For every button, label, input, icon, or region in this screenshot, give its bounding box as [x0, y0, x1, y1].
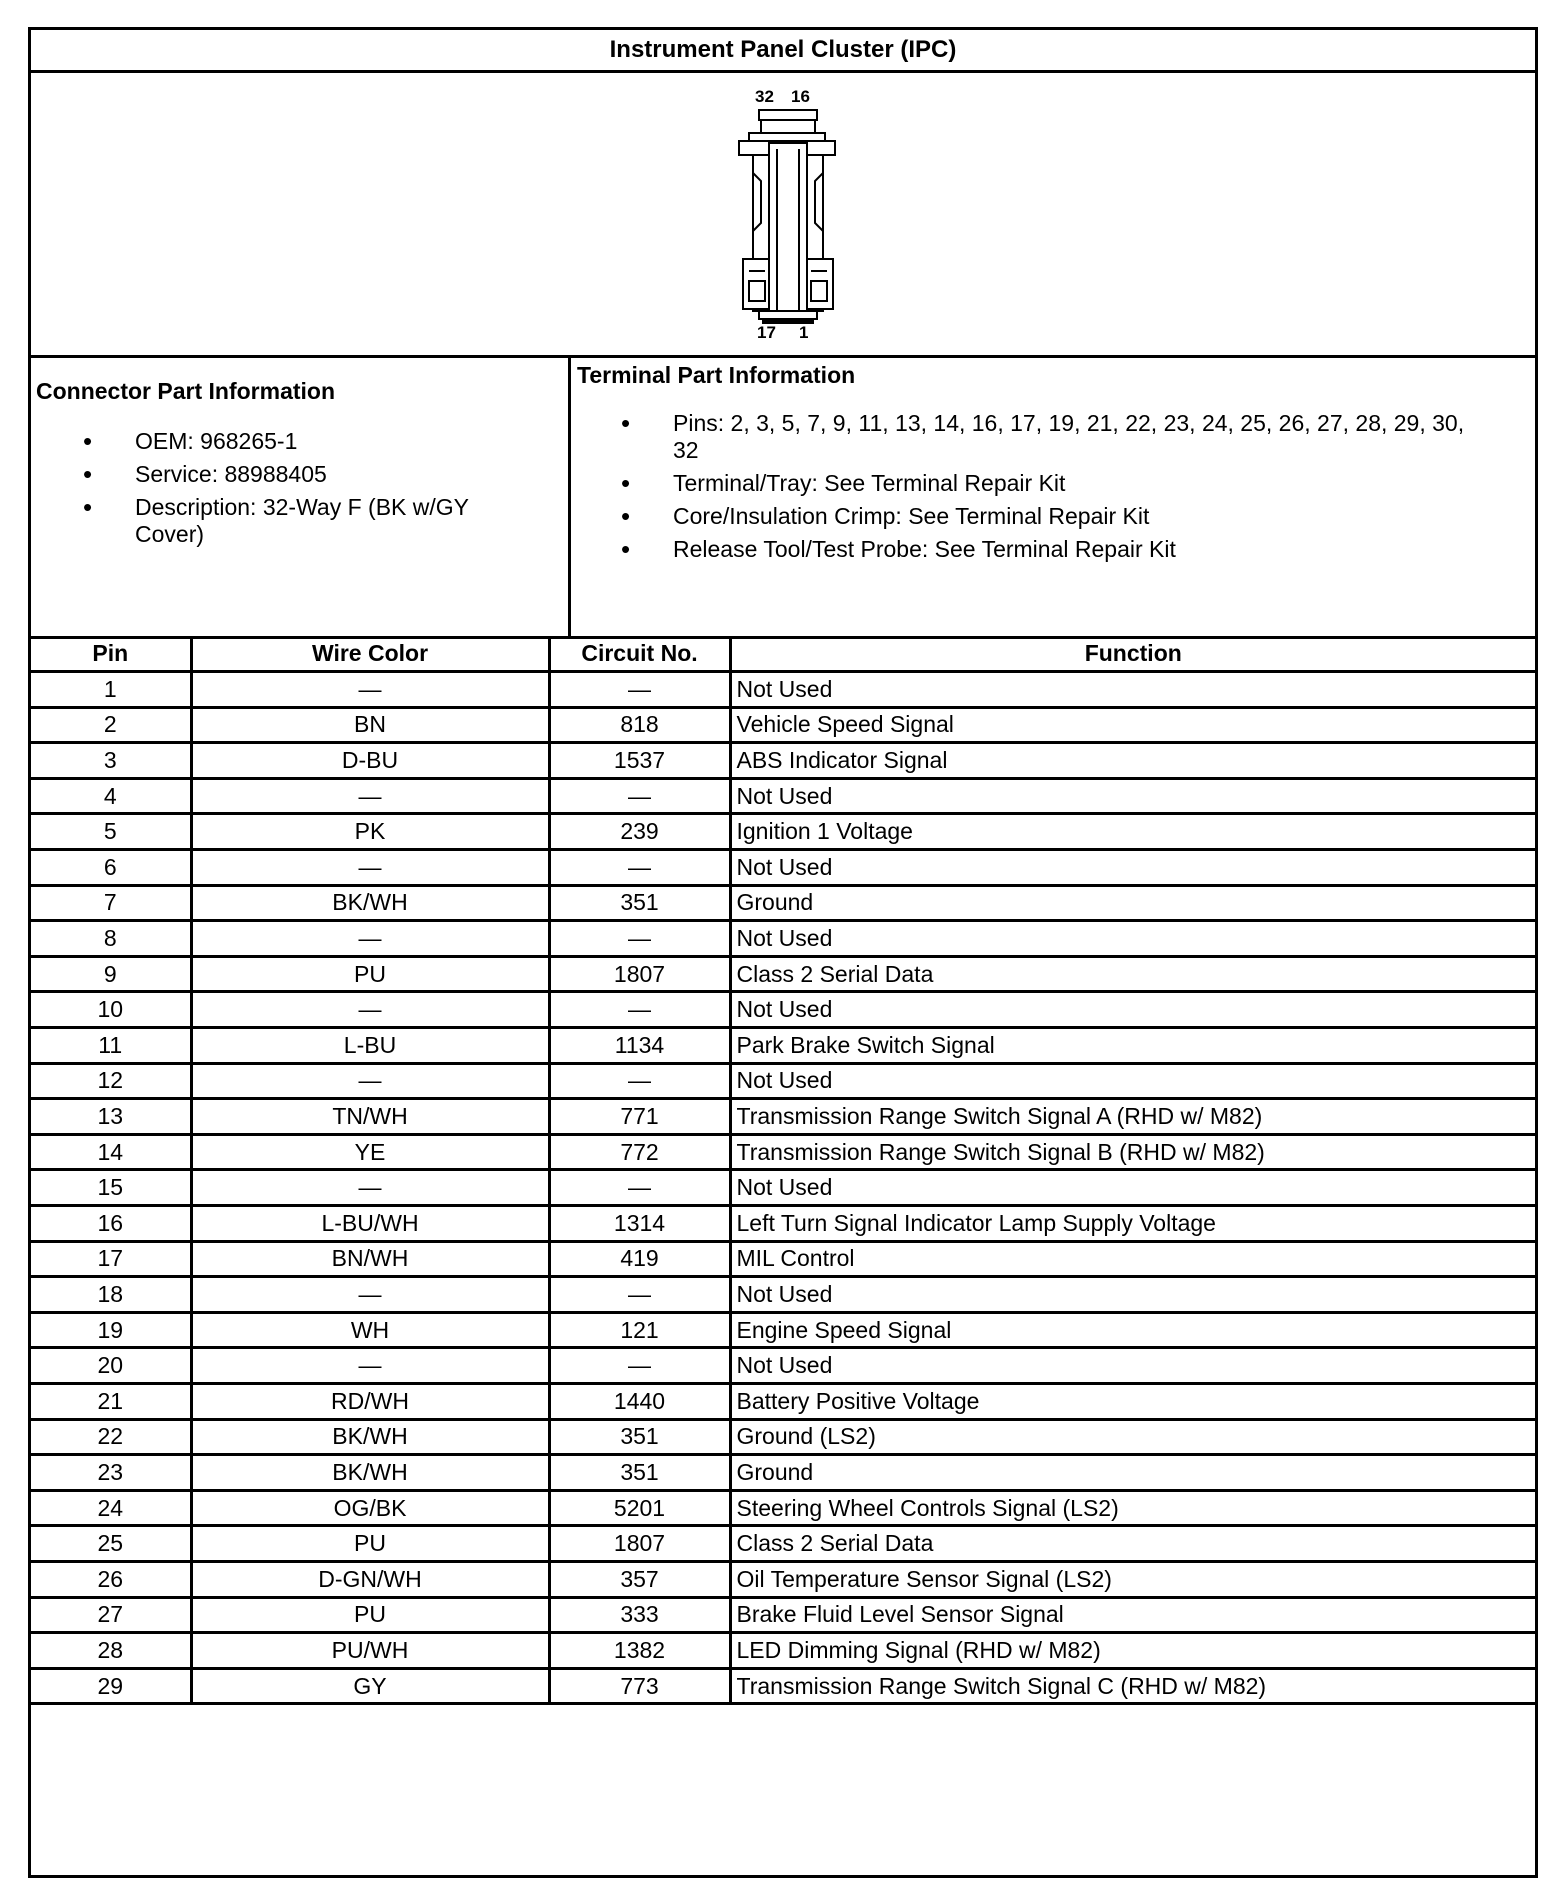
table-row: [31, 1063, 1535, 1099]
table-row: [31, 1170, 1535, 1206]
table-row: [31, 1633, 1535, 1669]
header-circuit-no: Circuit No.: [549, 636, 730, 672]
table-row: [31, 1455, 1535, 1491]
header-wire-color: Wire Color: [191, 636, 549, 672]
connector-info-list: [83, 428, 543, 554]
table-row: [31, 1134, 1535, 1170]
cell-circuit-no: —: [549, 1170, 730, 1206]
cell-pin: 4: [31, 778, 191, 814]
list-item: • Core/Insulation Crimp: See Terminal Repair Kit: [621, 503, 1481, 530]
cell-wire-color: L-BU: [191, 1028, 549, 1064]
cell-pin: 16: [31, 1206, 191, 1242]
cell-function: Oil Temperature Sensor Signal (LS2): [730, 1561, 1535, 1597]
cell-wire-color: PU: [191, 1597, 549, 1633]
cell-circuit-no: —: [549, 992, 730, 1028]
cell-pin: 27: [31, 1597, 191, 1633]
cell-circuit-no: 121: [549, 1312, 730, 1348]
connector-diagram: [31, 73, 1535, 358]
cell-function: Not Used: [730, 672, 1535, 708]
table-row: [31, 956, 1535, 992]
cell-pin: 23: [31, 1455, 191, 1491]
cell-pin: 8: [31, 921, 191, 957]
page-title: Instrument Panel Cluster (IPC): [31, 30, 1535, 73]
cell-wire-color: —: [191, 672, 549, 708]
table-row: [31, 743, 1535, 779]
cell-function: Steering Wheel Controls Signal (LS2): [730, 1490, 1535, 1526]
cell-circuit-no: —: [549, 850, 730, 886]
cell-pin: 6: [31, 850, 191, 886]
pin-label-1: 1: [799, 323, 809, 342]
cell-wire-color: —: [191, 921, 549, 957]
cell-circuit-no: —: [549, 1277, 730, 1313]
cell-circuit-no: 773: [549, 1668, 730, 1704]
cell-function: Not Used: [730, 1277, 1535, 1313]
cell-function: Transmission Range Switch Signal A (RHD w/ M82): [730, 1099, 1535, 1135]
cell-pin: 22: [31, 1419, 191, 1455]
cell-wire-color: BK/WH: [191, 1419, 549, 1455]
table-row: [31, 1526, 1535, 1562]
part-info: [31, 358, 1535, 639]
cell-circuit-no: —: [549, 1348, 730, 1384]
cell-function: Ground (LS2): [730, 1419, 1535, 1455]
cell-pin: 7: [31, 885, 191, 921]
terminal-info-heading: Terminal Part Information: [577, 362, 856, 388]
cell-wire-color: —: [191, 1348, 549, 1384]
cell-circuit-no: —: [549, 921, 730, 957]
cell-pin: 11: [31, 1028, 191, 1064]
table-row: [31, 672, 1535, 708]
cell-wire-color: WH: [191, 1312, 549, 1348]
pin-label-32: 32: [755, 87, 774, 106]
cell-pin: 14: [31, 1134, 191, 1170]
table-row: [31, 992, 1535, 1028]
cell-function: Ignition 1 Voltage: [730, 814, 1535, 850]
cell-function: Class 2 Serial Data: [730, 1526, 1535, 1562]
cell-function: Not Used: [730, 1170, 1535, 1206]
cell-circuit-no: 5201: [549, 1490, 730, 1526]
cell-function: Park Brake Switch Signal: [730, 1028, 1535, 1064]
cell-circuit-no: —: [549, 1063, 730, 1099]
cell-function: ABS Indicator Signal: [730, 743, 1535, 779]
table-row: [31, 1028, 1535, 1064]
list-item: • Description: 32-Way F (BK w/GY Cover): [83, 494, 543, 548]
cell-pin: 2: [31, 707, 191, 743]
cell-function: Brake Fluid Level Sensor Signal: [730, 1597, 1535, 1633]
cell-wire-color: PU: [191, 1526, 549, 1562]
connector-sheet: [28, 27, 1538, 1878]
cell-wire-color: —: [191, 1063, 549, 1099]
table-row: [31, 1348, 1535, 1384]
cell-function: Not Used: [730, 1063, 1535, 1099]
cell-pin: 12: [31, 1063, 191, 1099]
connector-part-info: [31, 358, 571, 636]
table-row: [31, 1490, 1535, 1526]
connector-info-heading: Connector Part Information: [36, 378, 336, 404]
list-item: • OEM: 968265-1: [83, 428, 543, 455]
cell-wire-color: —: [191, 778, 549, 814]
cell-circuit-no: 818: [549, 707, 730, 743]
cell-pin: 24: [31, 1490, 191, 1526]
pin-label-16: 16: [791, 87, 810, 106]
cell-circuit-no: —: [549, 672, 730, 708]
table-body: [31, 672, 1535, 1704]
table-row: [31, 1419, 1535, 1455]
cell-function: Not Used: [730, 992, 1535, 1028]
table-row: [31, 814, 1535, 850]
cell-circuit-no: 351: [549, 1455, 730, 1491]
cell-pin: 9: [31, 956, 191, 992]
cell-wire-color: BN/WH: [191, 1241, 549, 1277]
table-row: [31, 921, 1535, 957]
cell-circuit-no: 1537: [549, 743, 730, 779]
cell-wire-color: —: [191, 1170, 549, 1206]
terminal-part-info: [571, 358, 1535, 636]
cell-wire-color: —: [191, 992, 549, 1028]
cell-pin: 20: [31, 1348, 191, 1384]
cell-pin: 1: [31, 672, 191, 708]
cell-wire-color: RD/WH: [191, 1383, 549, 1419]
cell-pin: 19: [31, 1312, 191, 1348]
cell-wire-color: GY: [191, 1668, 549, 1704]
table-row: [31, 1668, 1535, 1704]
cell-circuit-no: 333: [549, 1597, 730, 1633]
list-item: • Service: 88988405: [83, 461, 543, 488]
cell-wire-color: PU: [191, 956, 549, 992]
table-row: [31, 1597, 1535, 1633]
cell-wire-color: BK/WH: [191, 885, 549, 921]
list-item: • Release Tool/Test Probe: See Terminal Repair Kit: [621, 536, 1481, 563]
cell-circuit-no: 772: [549, 1134, 730, 1170]
table-row: [31, 1383, 1535, 1419]
cell-circuit-no: 351: [549, 1419, 730, 1455]
cell-circuit-no: 419: [549, 1241, 730, 1277]
cell-pin: 15: [31, 1170, 191, 1206]
cell-wire-color: D-GN/WH: [191, 1561, 549, 1597]
cell-wire-color: BK/WH: [191, 1455, 549, 1491]
table-row: [31, 1206, 1535, 1242]
table-row: [31, 707, 1535, 743]
cell-function: MIL Control: [730, 1241, 1535, 1277]
pinout-table: [31, 636, 1535, 1705]
cell-function: Ground: [730, 1455, 1535, 1491]
header-pin: Pin: [31, 636, 191, 672]
table-row: [31, 778, 1535, 814]
cell-function: LED Dimming Signal (RHD w/ M82): [730, 1633, 1535, 1669]
table-row: [31, 850, 1535, 886]
cell-circuit-no: 1382: [549, 1633, 730, 1669]
table-row: [31, 1241, 1535, 1277]
cell-wire-color: —: [191, 1277, 549, 1313]
cell-function: Left Turn Signal Indicator Lamp Supply Voltage: [730, 1206, 1535, 1242]
cell-function: Engine Speed Signal: [730, 1312, 1535, 1348]
cell-pin: 13: [31, 1099, 191, 1135]
cell-circuit-no: 239: [549, 814, 730, 850]
cell-pin: 18: [31, 1277, 191, 1313]
table-row: [31, 885, 1535, 921]
cell-function: Transmission Range Switch Signal C (RHD w/ M82): [730, 1668, 1535, 1704]
cell-pin: 29: [31, 1668, 191, 1704]
cell-function: Not Used: [730, 1348, 1535, 1384]
cell-pin: 10: [31, 992, 191, 1028]
cell-wire-color: TN/WH: [191, 1099, 549, 1135]
terminal-info-list: [621, 410, 1481, 569]
cell-pin: 3: [31, 743, 191, 779]
header-function: Function: [730, 636, 1535, 672]
cell-pin: 26: [31, 1561, 191, 1597]
cell-function: Battery Positive Voltage: [730, 1383, 1535, 1419]
cell-function: Ground: [730, 885, 1535, 921]
cell-circuit-no: 357: [549, 1561, 730, 1597]
list-item: • Pins: 2, 3, 5, 7, 9, 11, 13, 14, 16, 17, 19, 21, 22, 23, 24, 25, 26, 27, 28, 29, 30, 32: [621, 410, 1481, 464]
cell-circuit-no: 351: [549, 885, 730, 921]
cell-function: Transmission Range Switch Signal B (RHD w/ M82): [730, 1134, 1535, 1170]
cell-circuit-no: 1440: [549, 1383, 730, 1419]
pin-label-17: 17: [757, 323, 776, 342]
list-item: • Terminal/Tray: See Terminal Repair Kit: [621, 470, 1481, 497]
cell-function: Class 2 Serial Data: [730, 956, 1535, 992]
cell-function: Not Used: [730, 850, 1535, 886]
cell-wire-color: BN: [191, 707, 549, 743]
table-row: [31, 1277, 1535, 1313]
cell-circuit-no: —: [549, 778, 730, 814]
table-row: [31, 1099, 1535, 1135]
cell-wire-color: —: [191, 850, 549, 886]
table-row: [31, 1312, 1535, 1348]
cell-pin: 17: [31, 1241, 191, 1277]
cell-circuit-no: 1134: [549, 1028, 730, 1064]
cell-pin: 25: [31, 1526, 191, 1562]
cell-circuit-no: 1807: [549, 1526, 730, 1562]
cell-pin: 21: [31, 1383, 191, 1419]
cell-function: Vehicle Speed Signal: [730, 707, 1535, 743]
cell-circuit-no: 771: [549, 1099, 730, 1135]
cell-wire-color: L-BU/WH: [191, 1206, 549, 1242]
table-row: [31, 1561, 1535, 1597]
cell-pin: 5: [31, 814, 191, 850]
table-header-row: [31, 636, 1535, 672]
cell-wire-color: YE: [191, 1134, 549, 1170]
cell-wire-color: PK: [191, 814, 549, 850]
cell-wire-color: PU/WH: [191, 1633, 549, 1669]
cell-function: Not Used: [730, 921, 1535, 957]
connector-drawing: [31, 73, 1535, 355]
cell-function: Not Used: [730, 778, 1535, 814]
cell-circuit-no: 1314: [549, 1206, 730, 1242]
cell-wire-color: D-BU: [191, 743, 549, 779]
cell-circuit-no: 1807: [549, 956, 730, 992]
cell-pin: 28: [31, 1633, 191, 1669]
cell-wire-color: OG/BK: [191, 1490, 549, 1526]
